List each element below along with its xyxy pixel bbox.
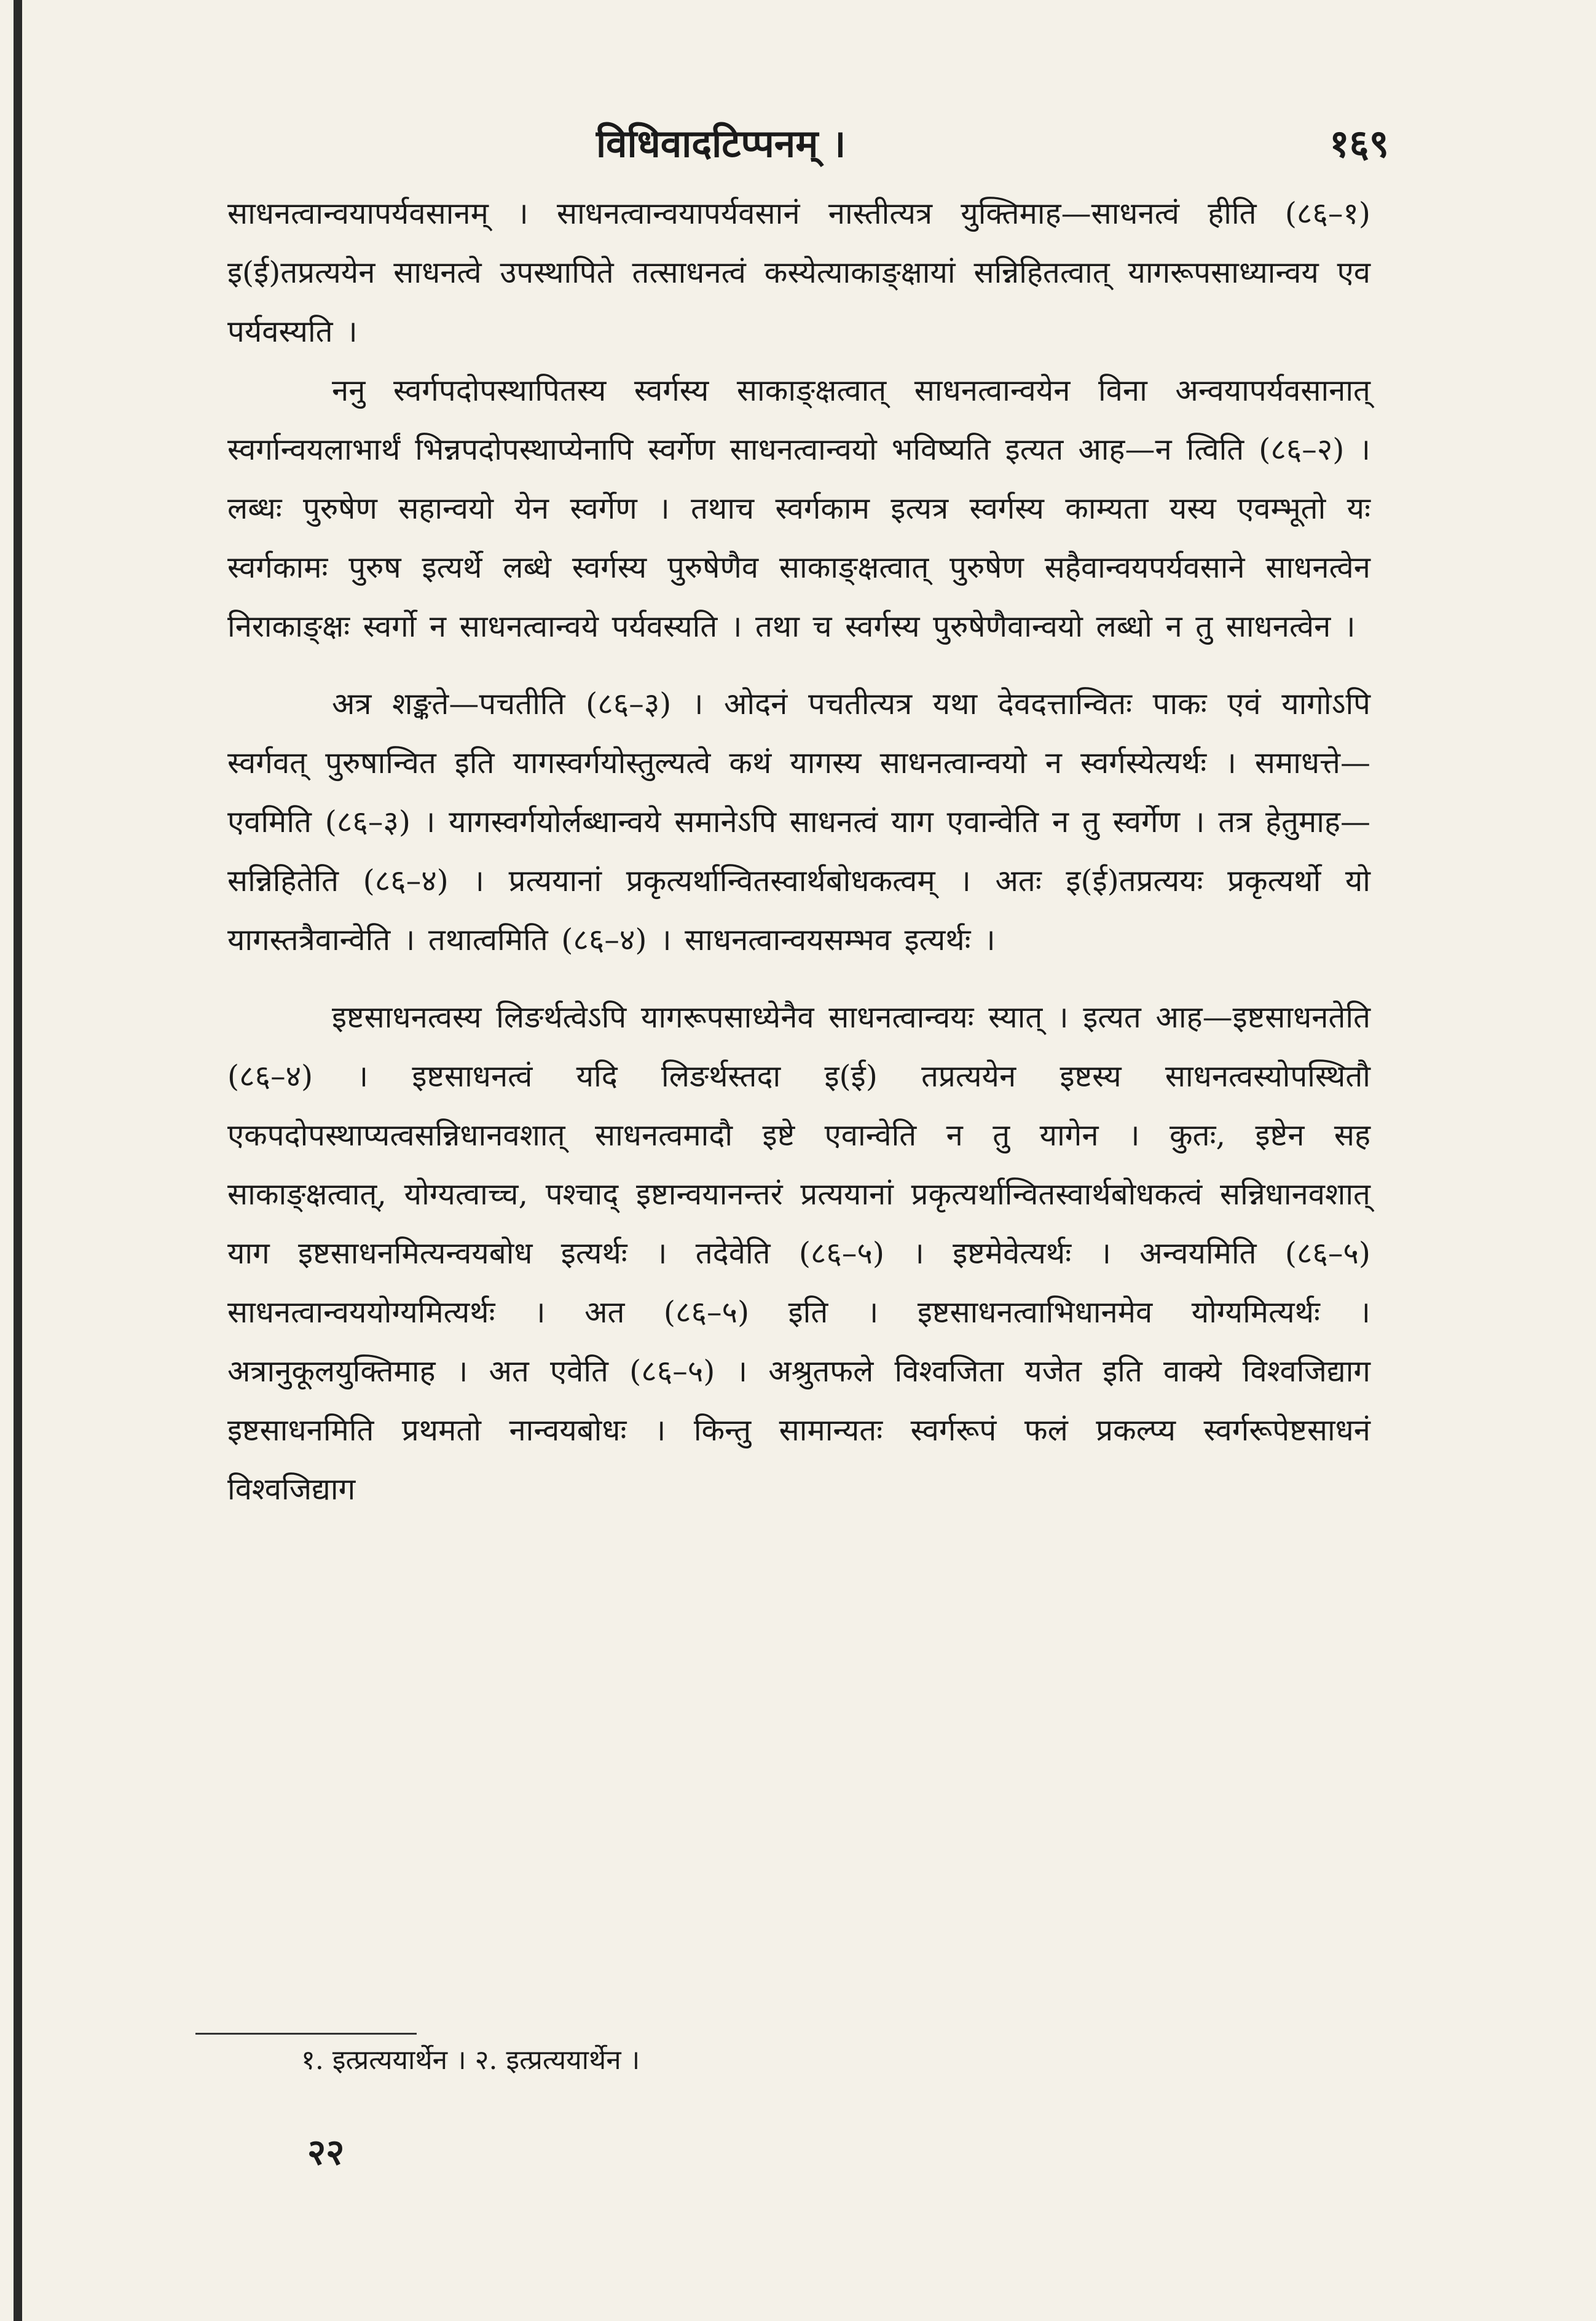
paragraph-3: अत्र शङ्कते—पचतीति (८६–३) । ओदनं पचतीत्यत्र यथा देवदत्तान्वितः पाकः एवं यागोऽपि स्वर्गवत् पुरुषान्वित इति यागस्वर्गयोस्तुल्यत्वे कथं यागस्य साधनत्वान्वयो न स्वर्गस्येत्यर्थः । समाधत्ते—एवमिति (८६–३) । यागस्वर्गयोर्लब्धान्वये समानेऽपि साधनत्वं याग एवान्वेति न तु स्वर्गेण । तत्र हेतुमाह—सन्निहितेति (८६–४) । प्रत्ययानां प्रकृत्यर्थान्वितस्वार्थबोधकत्वम् । अतः इ(ई)तप्रत्ययः प्रकृत्यर्थो यो यागस्तत्रैवान्वेति । तथात्वमिति (८६–४) । साधनत्वान्वयसम्भव इत्यर्थः । [227, 686, 1370, 957]
paragraph-2: ननु स्वर्गपदोपस्थापितस्य स्वर्गस्य साकाङ्क्षत्वात् साधनत्वान्वयेन विना अन्वयापर्यवसानात् स्वर्गान्वयलाभार्थं भिन्नपदोपस्थाप्येनापि स्वर्गेण साधनत्वान्वयो भविष्यति इत्यत आह—न त्विति (८६–२) । लब्धः पुरुषेण सहान्वयो येन स्वर्गेण । तथाच स्वर्गकाम इत्यत्र स्वर्गस्य काम्यता यस्य एवम्भूतो यः स्वर्गकामः पुरुष इत्यर्थे लब्धे स्वर्गस्य पुरुषेणैव साकाङ्क्षत्वात् पुरुषेण सहैवान्वयपर्यवसाने साधनत्वेन निराकाङ्क्षः स्वर्गो न साधनत्वान्वये पर्यवस्यति । तथा च स्वर्गस्य पुरुषेणैवान्वयो लब्धो न तु साधनत्वेन । [227, 373, 1370, 644]
page-number: १६९ [1329, 121, 1389, 166]
page-header [227, 117, 1389, 184]
page-binding-edge [14, 0, 22, 2321]
signature-mark: २२ [307, 2131, 345, 2173]
paragraph-4: इष्टसाधनत्वस्य लिङर्थत्वेऽपि यागरूपसाध्येनैव साधनत्वान्वयः स्यात् । इत्यत आह—इष्टसाधनतेति (८६–४) । इष्टसाधनत्वं यदि लिङर्थस्तदा इ(ई) तप्रत्ययेन इष्टस्य साधनत्वस्योपस्थितौ एकपदोपस्थाप्यत्वसन्निधानवशात् साधनत्वमादौ इष्टे एवान्वेति न तु यागेन । कुतः, इष्टेन सह साकाङ्क्षत्वात्, योग्यत्वाच्च, पश्चाद् इष्टान्वयानन्तरं प्रत्ययानां प्रकृत्यर्थान्वितस्वार्थबोधकत्वं सन्निधानवशात् याग इष्टसाधनमित्यन्वयबोध इत्यर्थः । तदेवेति (८६–५) । इष्टमेवेत्यर्थः । अन्वयमिति (८६–५) साधनत्वान्वययोग्यमित्यर्थः । अत (८६–५) इति । इष्टसाधनत्वाभिधानमेव योग्यमित्यर्थः । अत्रानुकूलयुक्तिमाह । अत एवेति (८६–५) । अश्रुतफले विश्वजिता यजेत इति वाक्ये विश्वजिद्याग इष्टसाधनमिति प्रथमतो नान्वयबोधः । किन्तु सामान्यतः स्वर्गरूपं फलं प्रकल्प्य स्वर्गरूपेष्टसाधनं विश्वजिद्याग [227, 1000, 1370, 1507]
running-title: विधिवादटिप्पनम् । [596, 121, 846, 166]
footnote-rule [195, 2033, 417, 2035]
footnote: १. इत्प्रत्ययार्थेन । २. इत्प्रत्ययार्थेन । [301, 2044, 640, 2076]
document-page [227, 117, 1389, 1519]
paragraph-1: साधनत्वान्वयापर्यवसानम् । साधनत्वान्वयापर्यवसानं नास्तीत्यत्र युक्तिमाह—साधनत्वं हीति (८६–१) इ(ई)तप्रत्ययेन साधनत्वे उपस्थापिते तत्साधनत्वं कस्येत्याकाङ्क्षायां सन्निहितत्वात् यागरूपसाध्यान्वय एव पर्यवस्यति । [227, 196, 1370, 349]
